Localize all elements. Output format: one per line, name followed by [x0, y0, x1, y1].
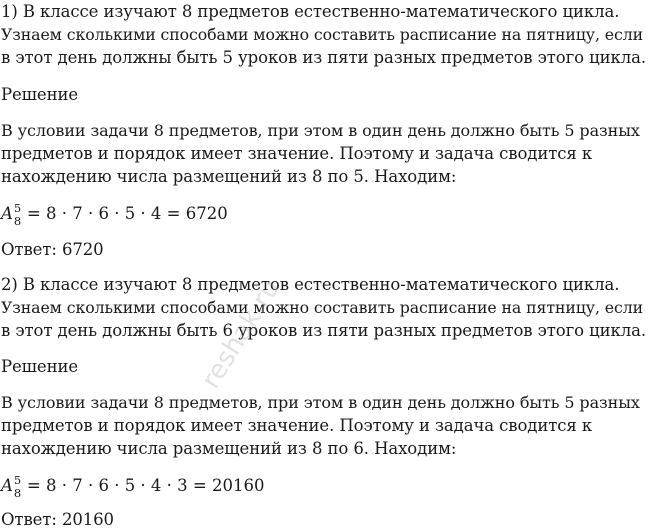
- problem2-formula-indices: [13, 473, 25, 500]
- problem2-formula-symbol: A: [1, 476, 13, 495]
- problem2-solution-heading: Решение: [1, 357, 79, 376]
- problem1-statement-line-1: 1) В классе изучают 8 предметов естественно-математического цикла.: [1, 2, 620, 21]
- problem2-solution-line-2: предметов и порядок имеет значение. Поэтому и задача сводится к: [1, 416, 593, 435]
- problem1-formula-superscript: 5: [13, 201, 22, 215]
- problem2-statement-line-3: в этот день должны быть 6 уроков из пяти разных предметов этого цикла.: [1, 321, 647, 340]
- problem2-formula-expression: = 8 · 7 · 6 · 5 · 4 · 3 = 20160: [26, 476, 265, 495]
- problem1-formula-indices: [13, 201, 25, 228]
- problem1-formula-subscript: 8: [13, 214, 22, 228]
- problem2-statement-line-1: 2) В классе изучают 8 предметов естественно-математического цикла.: [1, 275, 620, 294]
- problem1-solution-line-1: В условии задачи 8 предметов, при этом в один день должно быть 5 разных: [1, 121, 640, 140]
- watermark: reshak.ru: [196, 274, 287, 394]
- problem1-formula-expression: = 8 · 7 · 6 · 5 · 4 = 6720: [26, 204, 228, 223]
- problem1-formula-symbol: A: [1, 204, 13, 223]
- problem2-formula-subscript: 8: [13, 486, 22, 500]
- problem1-answer: Ответ: 6720: [1, 240, 104, 259]
- problem1-formula: [1, 201, 228, 228]
- problem1-statement-line-2: Узнаем сколькими способами можно составить расписание на пятницу, если: [1, 25, 643, 44]
- problem2-answer: Ответ: 20160: [1, 510, 114, 529]
- problem1-statement-line-3: в этот день должны быть 5 уроков из пяти разных предметов этого цикла.: [1, 48, 647, 67]
- problem2-formula: [1, 473, 265, 500]
- problem1-solution-heading: Решение: [1, 85, 79, 104]
- problem2-formula-superscript: 5: [13, 473, 22, 487]
- problem2-solution-line-1: В условии задачи 8 предметов, при этом в один день должно быть 5 разных: [1, 393, 640, 412]
- problem1-solution-line-3: нахождению числа размещений из 8 по 5. Находим:: [1, 167, 457, 186]
- problem1-solution-line-2: предметов и порядок имеет значение. Поэтому и задача сводится к: [1, 144, 593, 163]
- problem2-statement-line-2: Узнаем сколькими способами можно составить расписание на пятницу, если: [1, 298, 643, 317]
- problem2-solution-line-3: нахождению числа размещений из 8 по 6. Находим:: [1, 439, 457, 458]
